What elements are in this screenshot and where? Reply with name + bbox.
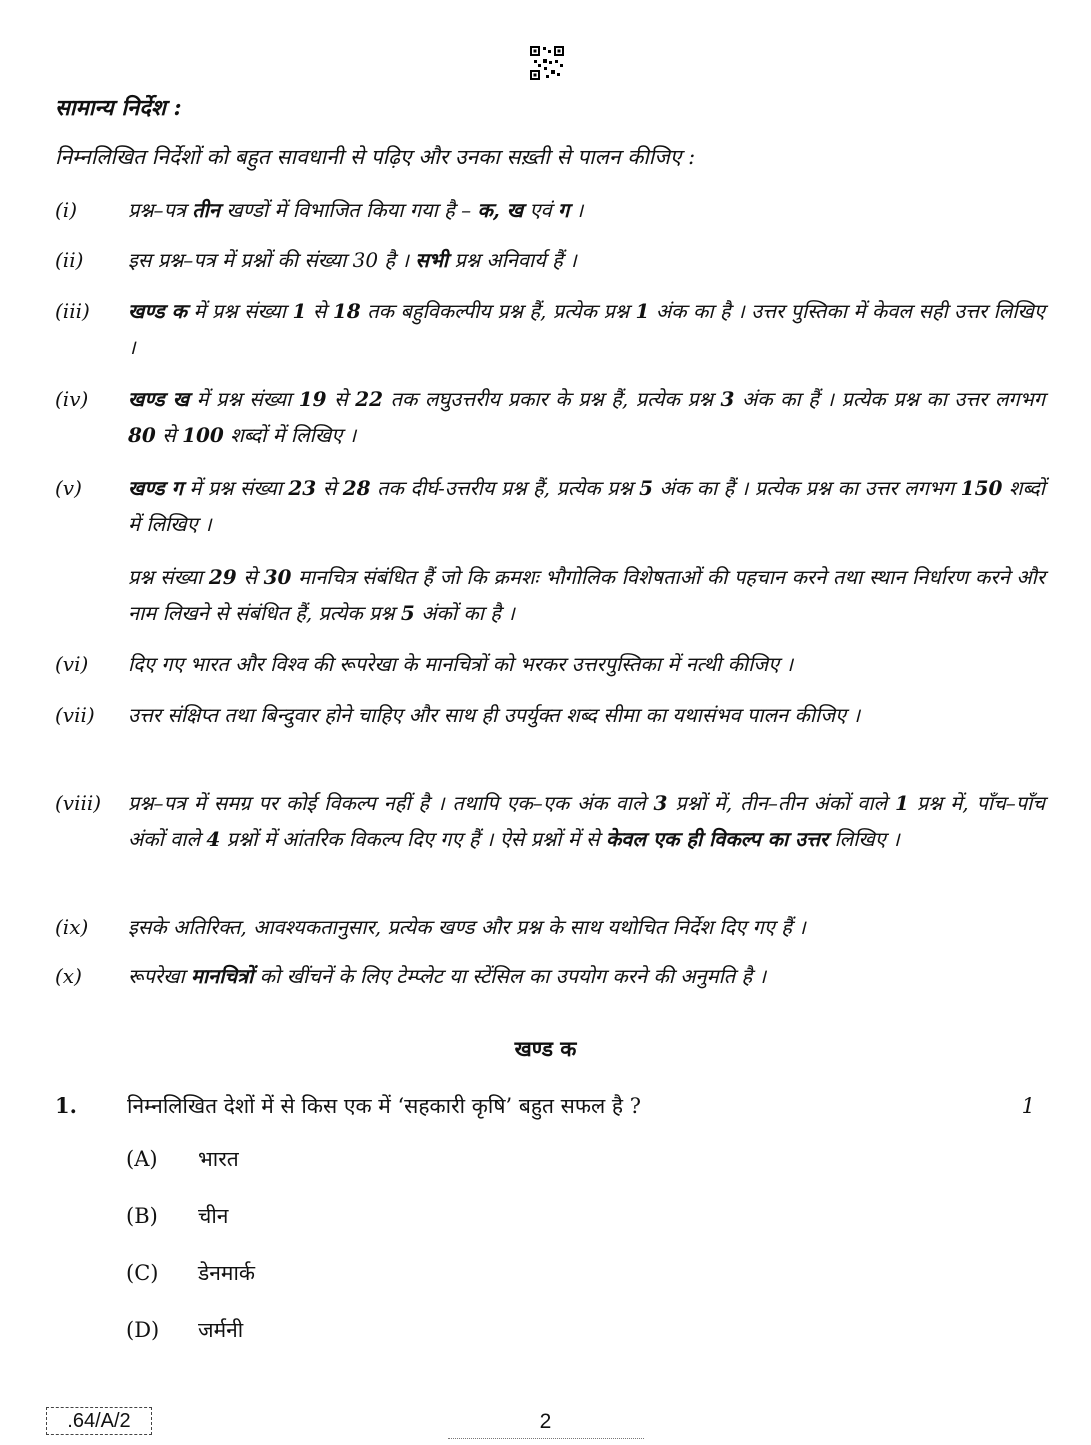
- option-d[interactable]: [126, 1316, 243, 1344]
- instruction-text: [128, 293, 1045, 365]
- instruction-item: [55, 697, 1045, 733]
- emphasis-text: खण्ड ग: [128, 476, 183, 500]
- option-text: भारत: [198, 1147, 239, 1171]
- emphasis-text: 22: [355, 387, 384, 411]
- emphasis-text: क, ख: [477, 198, 524, 222]
- instruction-item: [55, 242, 1045, 278]
- text-run: प्रश्न संख्या: [128, 565, 209, 589]
- option-c[interactable]: [126, 1259, 255, 1287]
- text-run: दिए गए भारत और विश्व की रूपरेखा के मानचित्रों को भरकर उत्तरपुस्तिका में नत्थी कीजिए ।: [128, 652, 794, 676]
- option-b[interactable]: [126, 1202, 228, 1230]
- instruction-item: [55, 470, 1045, 542]
- question-number: 1.: [55, 1093, 77, 1118]
- option-text: चीन: [198, 1204, 229, 1228]
- text-run: में प्रश्न संख्या: [187, 299, 293, 323]
- instruction-text: [128, 909, 1045, 945]
- text-run: प्रश्न अनिवार्य हैं ।: [448, 248, 577, 272]
- instruction-item: [55, 381, 1045, 453]
- instruction-item: [55, 958, 1045, 994]
- text-run: में प्रश्न संख्या: [189, 387, 299, 411]
- emphasis-text: 80: [128, 423, 156, 447]
- text-run: से: [316, 476, 343, 500]
- option-text: डेनमार्क: [198, 1261, 256, 1285]
- text-run: इस प्रश्न–पत्र में प्रश्नों की संख्या 30 है ।: [128, 248, 416, 272]
- instruction-text: [128, 242, 1045, 278]
- qr-code-icon: [529, 45, 565, 81]
- text-run: से: [155, 423, 183, 447]
- text-run: से: [236, 565, 264, 589]
- emphasis-text: 5: [639, 476, 654, 500]
- text-run: तक दीर्घ-उत्तरीय प्रश्न हैं, प्रत्येक प्रश्न: [370, 476, 640, 500]
- text-run: ।: [569, 198, 584, 222]
- emphasis-text: 1: [894, 791, 909, 815]
- instruction-number: (i): [55, 198, 78, 222]
- emphasis-text: 29: [208, 565, 237, 589]
- text-run: प्रश्न–पत्र: [128, 198, 193, 222]
- text-run: अंक का हैं । प्रत्येक प्रश्न का उत्तर लगभग: [653, 476, 961, 500]
- instruction-item: [55, 293, 1045, 365]
- emphasis-text: खण्ड क: [128, 299, 188, 323]
- instruction-item: [55, 559, 1045, 631]
- instruction-number: (ii): [55, 248, 84, 272]
- instruction-number: (vi): [55, 652, 89, 676]
- text-run: प्रश्न–पत्र में समग्र पर कोई विकल्प नहीं है । तथापि एक–एक अंक वाले: [128, 791, 654, 815]
- text-run: में प्रश्न संख्या: [182, 476, 289, 500]
- instruction-number: (iii): [55, 299, 90, 323]
- instruction-item: [55, 646, 1045, 682]
- instruction-text: [128, 958, 1045, 994]
- text-run: तक लघुउत्तरीय प्रकार के प्रश्न हैं, प्रत्येक प्रश्न: [383, 387, 721, 411]
- text-run: अंकों का है ।: [414, 601, 515, 625]
- instruction-item: [55, 192, 1045, 228]
- instruction-item: [55, 785, 1045, 857]
- text-run: से: [326, 387, 356, 411]
- text-run: रूपरेखा: [128, 964, 191, 988]
- instruction-number: (vii): [55, 703, 95, 727]
- emphasis-text: 1: [292, 299, 307, 323]
- emphasis-text: मानचित्रों: [190, 964, 254, 988]
- emphasis-text: 4: [206, 827, 221, 851]
- emphasis-text: 100: [182, 423, 224, 447]
- question-marks: 1: [1021, 1094, 1035, 1118]
- text-run: इसके अतिरिक्त, आवश्यकतानुसार, प्रत्येक खण्ड और प्रश्न के साथ यथोचित निर्देश दिए गए हैं ।: [128, 915, 806, 939]
- emphasis-text: केवल एक ही विकल्प का उत्तर: [605, 827, 829, 851]
- text-run: लिखिए ।: [828, 827, 900, 851]
- text-run: को खींचनें के लिए टेम्प्लेट या स्टेंसिल का उपयोग करने की अनुमति है ।: [253, 964, 767, 988]
- instruction-text: [128, 697, 1045, 733]
- text-run: शब्दों में लिखिए ।: [223, 423, 357, 447]
- general-instructions-intro: निम्नलिखित निर्देशों को बहुत सावधानी से पढ़िए और उनका सख़्ती से पालन कीजिए :: [55, 145, 696, 169]
- text-run: खण्डों में विभाजित किया गया है –: [219, 198, 478, 222]
- paper-code: .64/A/2: [46, 1407, 152, 1435]
- emphasis-text: खण्ड ख: [128, 387, 190, 411]
- emphasis-text: तीन: [192, 198, 220, 222]
- text-run: तक बहुविकल्पीय प्रश्न हैं, प्रत्येक प्रश्न: [360, 299, 636, 323]
- instruction-text: [128, 470, 1045, 542]
- question-text: निम्नलिखित देशों में से किस एक में ‘सहकारी कृषि’ बहुत सफल है ?: [127, 1094, 642, 1118]
- instruction-text: [128, 192, 1045, 228]
- emphasis-text: 3: [653, 791, 668, 815]
- text-run: प्रश्नों में, तीन–तीन अंकों वाले: [667, 791, 895, 815]
- emphasis-text: 1: [635, 299, 650, 323]
- instruction-number: (iv): [55, 387, 89, 411]
- emphasis-text: 5: [400, 601, 415, 625]
- instruction-text: [128, 785, 1045, 857]
- emphasis-text: 28: [342, 476, 371, 500]
- emphasis-text: ग: [558, 198, 570, 222]
- emphasis-text: 3: [720, 387, 735, 411]
- option-label: (A): [126, 1147, 158, 1171]
- instruction-item: [55, 909, 1045, 945]
- page-number: 2: [539, 1410, 552, 1433]
- instruction-text: [128, 381, 1045, 453]
- emphasis-text: सभी: [415, 248, 449, 272]
- text-run: अंक का है । उत्तर पुस्तिका में केवल सही उत्तर लिखिए ।: [128, 299, 1045, 359]
- text-run: एवं: [523, 198, 559, 222]
- option-label: (D): [126, 1318, 160, 1342]
- emphasis-text: 30: [263, 565, 292, 589]
- option-label: (C): [126, 1261, 159, 1285]
- text-run: उत्तर संक्षिप्त तथा बिन्दुवार होने चाहिए और साथ ही उपर्युक्त शब्द सीमा का यथासंभव पालन कीजिए ।: [128, 703, 861, 727]
- text-run: प्रश्न में, पाँच–पाँच अंकों वाले: [128, 791, 1045, 851]
- instruction-text: [128, 559, 1045, 631]
- text-run: प्रश्नों में आंतरिक विकल्प दिए गए हैं । ऐसे प्रश्नों में से: [220, 827, 606, 851]
- text-run: अंक का हैं । प्रत्येक प्रश्न का उत्तर लगभग: [734, 387, 1045, 411]
- emphasis-text: 150: [960, 476, 1003, 500]
- option-label: (B): [126, 1204, 158, 1228]
- text-run: से: [306, 299, 333, 323]
- text-run: शब्दों में लिखिए ।: [128, 476, 1045, 536]
- section-title: खण्ड क: [514, 1036, 577, 1061]
- option-a[interactable]: [126, 1145, 239, 1173]
- emphasis-text: 23: [288, 476, 317, 500]
- instruction-number: (v): [55, 476, 82, 500]
- option-text: जर्मनी: [198, 1318, 244, 1342]
- instruction-number: (x): [55, 964, 82, 988]
- footer-divider: [448, 1438, 644, 1439]
- instruction-number: (viii): [55, 791, 102, 815]
- emphasis-text: 18: [332, 299, 361, 323]
- instruction-text: [128, 646, 1045, 682]
- question-1: [55, 1091, 1035, 1121]
- general-instructions-heading: सामान्य निर्देश :: [55, 95, 182, 121]
- emphasis-text: 19: [298, 387, 327, 411]
- instruction-number: (ix): [55, 915, 89, 939]
- text-run: मानचित्र संबंधित हैं जो कि क्रमशः भौगोलिक विशेषताओं की पहचान करने तथा स्थान निर्धारण करने और नाम लिखने से संबंधित हैं, प्रत्येक प्रश्न: [128, 565, 1045, 625]
